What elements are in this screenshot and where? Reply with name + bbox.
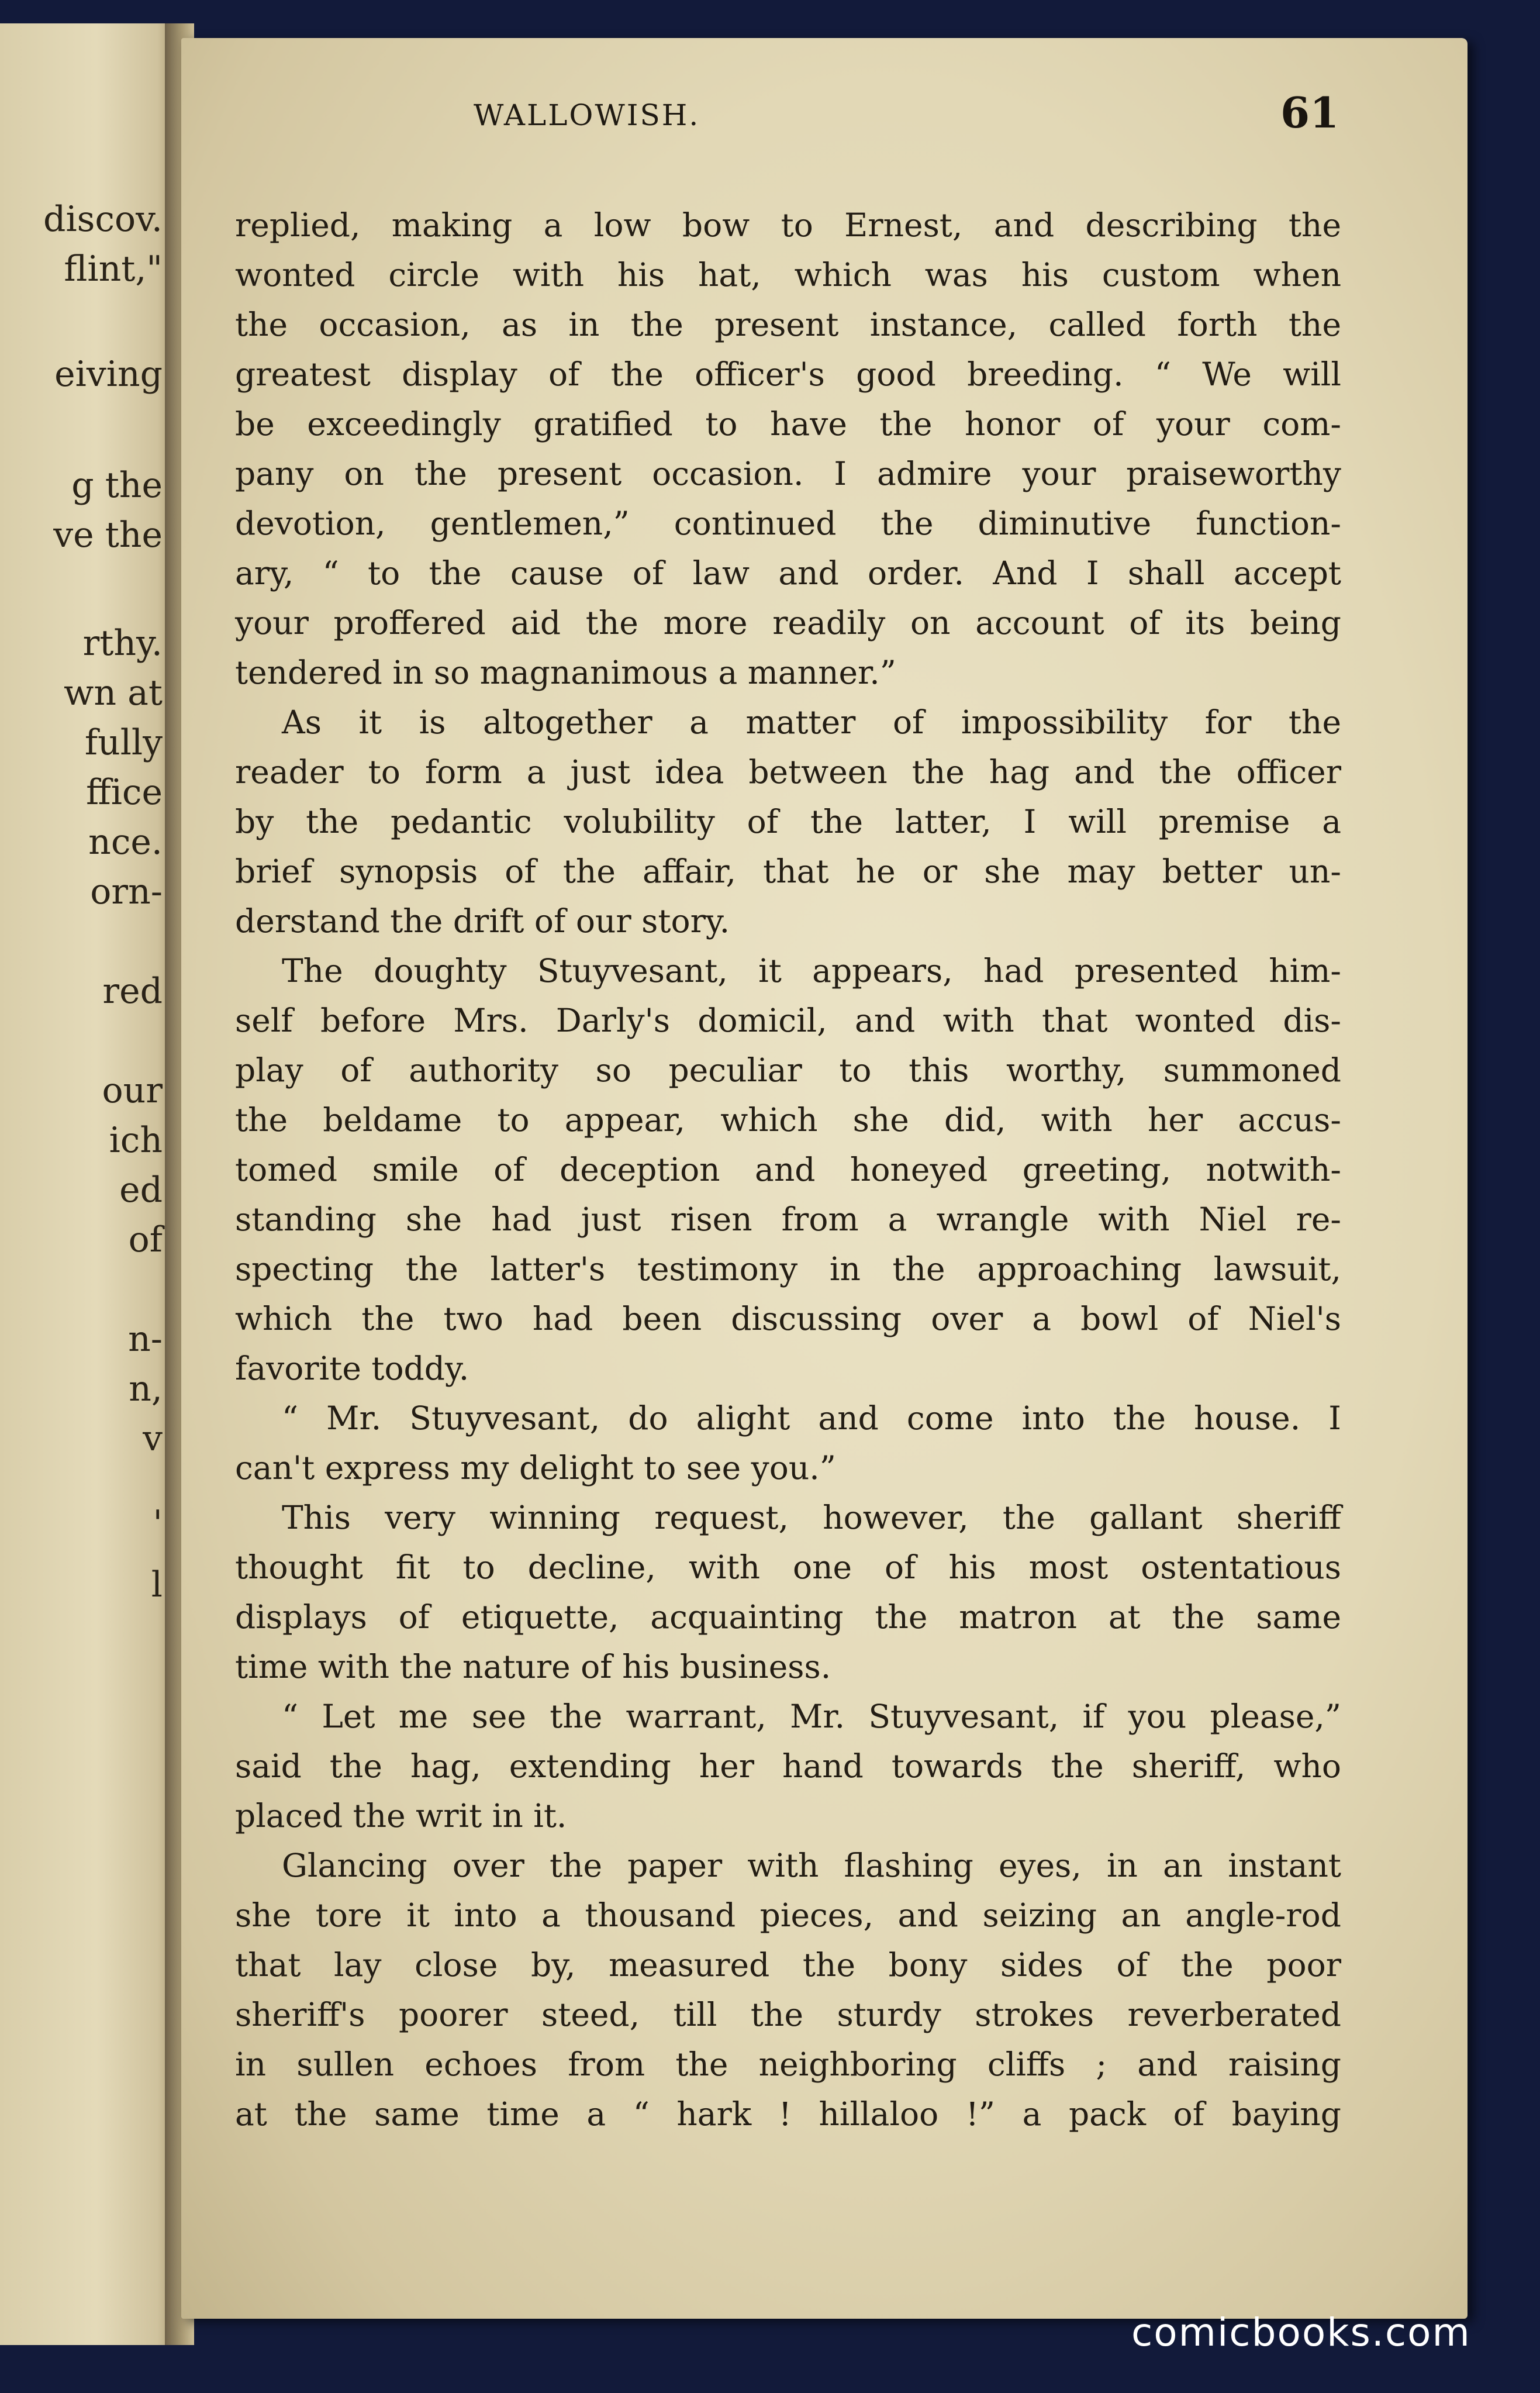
body-text-line: can't express my delight to see you.” <box>235 1449 836 1487</box>
body-text-line: “ Let me see the warrant, Mr. Stuyvesant, if you please,” <box>282 1698 1341 1735</box>
body-text-line: your proffered aid the more readily on account of its being <box>235 604 1341 642</box>
body-text-line: The doughty Stuyvesant, it appears, had presented him- <box>282 952 1341 989</box>
facing-page-fragment: rthy. <box>82 623 163 664</box>
body-text-line: reader to form a just idea between the hag and the officer <box>235 753 1341 791</box>
facing-page-fragment: n, <box>129 1368 163 1409</box>
page-number: 61 <box>1280 88 1339 137</box>
facing-page-fragment: ve the <box>53 515 163 556</box>
facing-page-fragment: orn- <box>90 871 163 912</box>
body-text-line: sheriff's poorer steed, till the sturdy strokes reverberated <box>235 1996 1341 2033</box>
facing-page-fragment: l <box>151 1564 163 1605</box>
body-text-line: tomed smile of deception and honeyed greeting, notwith- <box>235 1151 1341 1188</box>
body-text-line: greatest display of the officer's good breeding. “ We will <box>235 356 1341 393</box>
body-text-line: in sullen echoes from the neighboring cliffs ; and raising <box>235 2046 1341 2083</box>
body-text-line: the beldame to appear, which she did, with her accus- <box>235 1101 1341 1139</box>
body-text-line: This very winning request, however, the gallant sheriff <box>282 1499 1341 1536</box>
facing-page-fragment: wn at <box>64 673 163 713</box>
facing-page-fragment: ich <box>109 1120 163 1161</box>
body-text-line: As it is altogether a matter of impossibility for the <box>282 704 1341 741</box>
body-text-line: at the same time a “ hark ! hillaloo !” a pack of baying <box>235 2095 1341 2133</box>
body-text-line: said the hag, extending her hand towards the sheriff, who <box>235 1747 1341 1785</box>
body-text-line: specting the latter's testimony in the approaching lawsuit, <box>235 1250 1341 1288</box>
facing-page-fragment: ' <box>153 1503 163 1544</box>
body-text-line: brief synopsis of the affair, that he or she may better un- <box>235 853 1341 890</box>
facing-page-fragment: red <box>102 971 163 1012</box>
body-text-line: by the pedantic volubility of the latter, I will premise a <box>235 803 1341 840</box>
facing-page-fragment: of <box>128 1219 163 1260</box>
body-text-line: which the two had been discussing over a bowl of Niel's <box>235 1300 1341 1337</box>
body-text-line: be exceedingly gratified to have the honor of your com- <box>235 405 1341 443</box>
body-text-line: derstand the drift of our story. <box>235 902 730 940</box>
facing-page-edge <box>0 23 175 2345</box>
body-text-line: Glancing over the paper with flashing eyes, in an instant <box>282 1847 1341 1884</box>
body-text-line: replied, making a low bow to Ernest, and describing the <box>235 206 1341 244</box>
facing-page-fragment: g the <box>71 465 163 506</box>
running-head: WALLOWISH. <box>474 98 700 132</box>
facing-page-fragment: n- <box>128 1319 163 1360</box>
facing-page-fragment: fully <box>84 722 163 763</box>
body-text-line: displays of etiquette, acquainting the matron at the same <box>235 1598 1341 1636</box>
body-text-line: favorite toddy. <box>235 1350 469 1387</box>
body-text-line: play of authority so peculiar to this worthy, summoned <box>235 1051 1341 1089</box>
body-text-line: the occasion, as in the present instance, called forth the <box>235 306 1341 343</box>
facing-page-fragment: discov. <box>43 199 163 240</box>
body-text-line: ary, “ to the cause of law and order. And I shall accept <box>235 554 1341 592</box>
body-text-line: she tore it into a thousand pieces, and seizing an angle-rod <box>235 1897 1341 1934</box>
body-text-line: thought fit to decline, with one of his most ostentatious <box>235 1549 1341 1586</box>
body-text-line: pany on the present occasion. I admire your praiseworthy <box>235 455 1341 492</box>
body-text-line: placed the writ in it. <box>235 1797 567 1835</box>
body-text-line: standing she had just risen from a wrangle with Niel re- <box>235 1201 1341 1238</box>
body-text-line: self before Mrs. Darly's domicil, and with that wonted dis- <box>235 1002 1341 1039</box>
facing-page-fragment: ed <box>119 1170 163 1211</box>
facing-page-fragment: flint," <box>64 249 163 289</box>
facing-page-fragment: eiving <box>54 354 163 395</box>
site-watermark: comicbooks.com <box>1131 2310 1471 2355</box>
facing-page-fragment: ffice <box>86 772 163 813</box>
body-text-line: that lay close by, measured the bony sides of the poor <box>235 1946 1341 1984</box>
facing-page-fragment: our <box>102 1070 163 1111</box>
body-text-line: time with the nature of his business. <box>235 1648 831 1685</box>
body-text-line: wonted circle with his hat, which was his custom when <box>235 256 1341 294</box>
facing-page-fragment: nce. <box>88 822 163 863</box>
facing-page-fragment: v <box>143 1418 163 1459</box>
body-text-line: “ Mr. Stuyvesant, do alight and come into the house. I <box>282 1399 1341 1437</box>
body-text-line: devotion, gentlemen,” continued the diminutive function- <box>235 505 1341 542</box>
body-text-line: tendered in so magnanimous a manner.” <box>235 654 896 691</box>
